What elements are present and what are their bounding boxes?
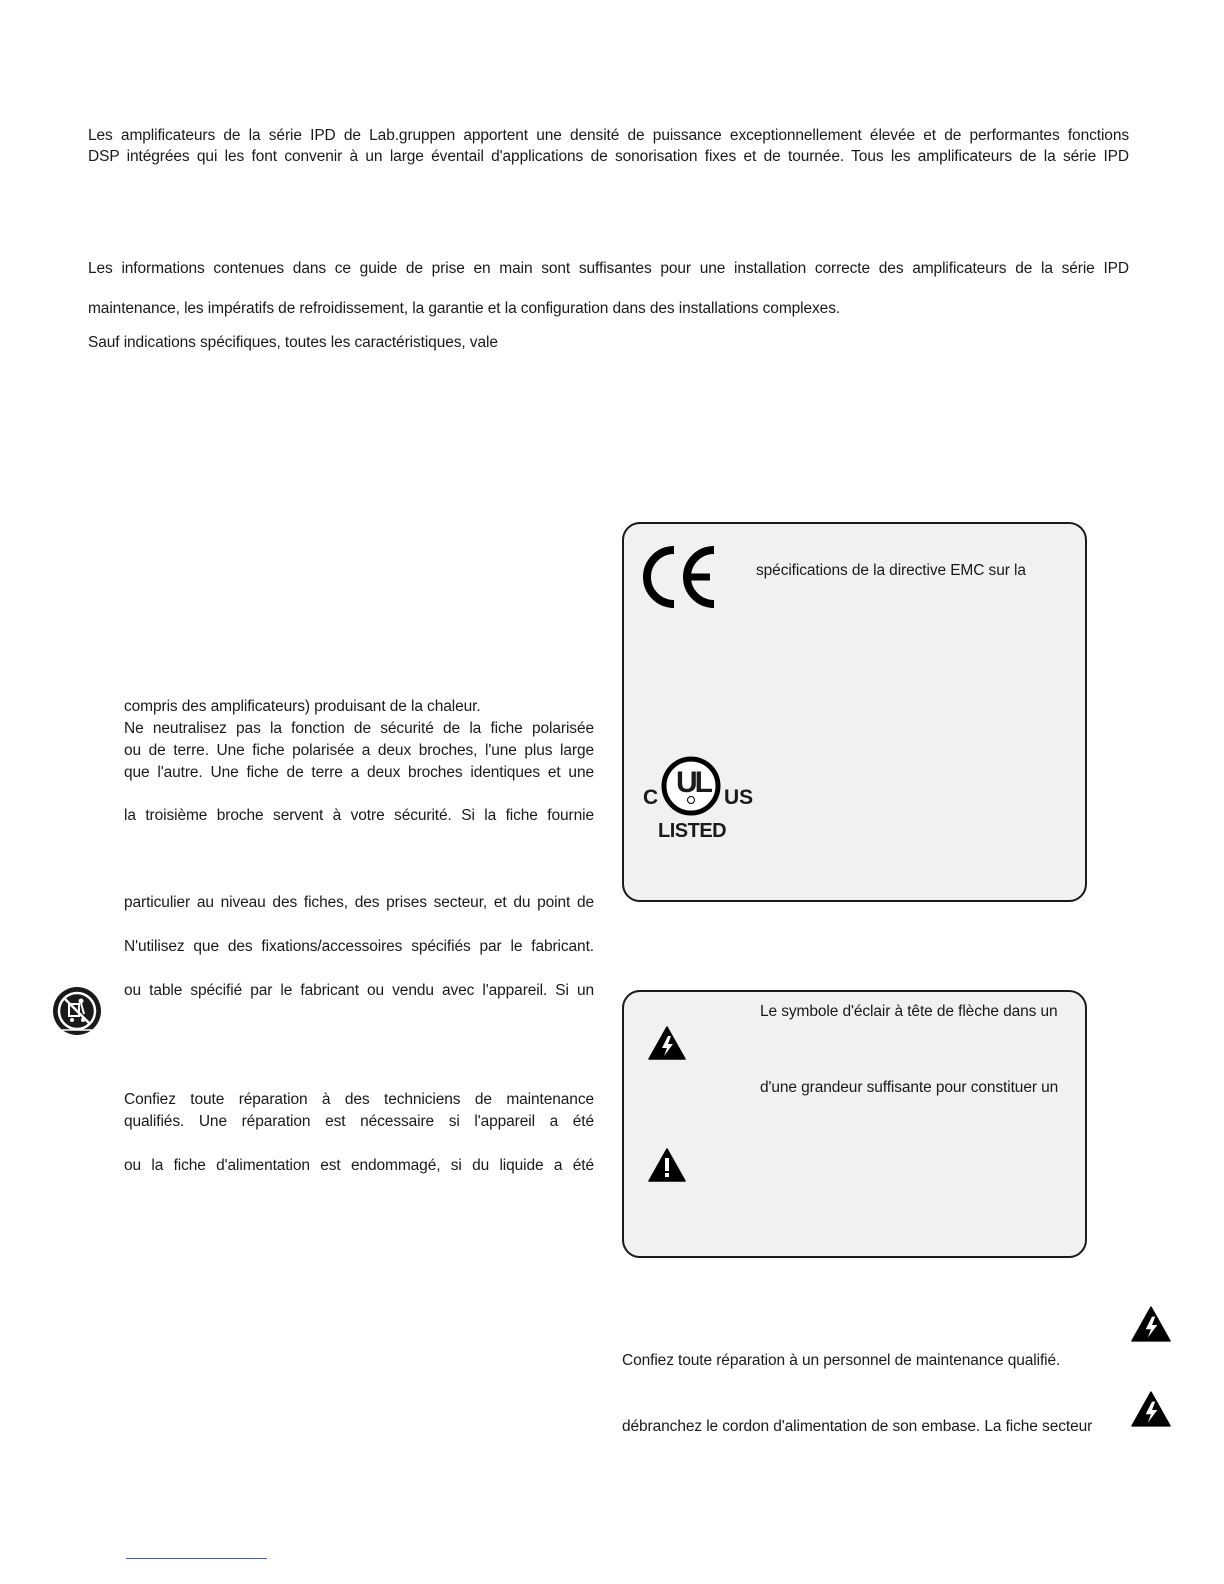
- left-line-6: particulier au niveau des fiches, des prises secteur, et du point de: [124, 894, 594, 911]
- cart-tipover-icon: [52, 986, 102, 1041]
- left-line-4: que l'autre. Une fiche de terre a deux broches identiques et une: [124, 764, 594, 781]
- exclamation-warning-icon: [648, 1148, 686, 1187]
- symbol-explanation-box: [622, 990, 1087, 1258]
- ul-listed-label: LISTED: [658, 820, 727, 842]
- ul-c-label: C: [643, 786, 659, 809]
- lightning-warning-icon: [1131, 1391, 1171, 1432]
- footnote-divider: [126, 1558, 267, 1559]
- left-line-7: N'utilisez que des fixations/accessoires spécifiés par le fabricant.: [124, 938, 594, 955]
- ce-text: spécifications de la directive EMC sur la: [756, 562, 1026, 579]
- left-line-10: qualifiés. Une réparation est nécessaire si l'appareil a été: [124, 1113, 594, 1130]
- symbol-line-1: Le symbole d'éclair à tête de flèche dans un: [760, 1003, 1058, 1020]
- intro-line-2: DSP intégrées qui les font convenir à un large éventail d'applications de sonorisation fixes et de tournée. Tous les amplificateurs de la série IPD: [88, 148, 1129, 165]
- certification-box: [622, 522, 1087, 902]
- left-line-5: la troisième broche servent à votre sécurité. Si la fiche fournie: [124, 807, 594, 824]
- ul-us-label: US: [724, 786, 754, 809]
- left-line-11: ou la fiche d'alimentation est endommagé, si du liquide a été: [124, 1157, 594, 1174]
- left-line-1: compris des amplificateurs) produisant de la chaleur.: [124, 698, 481, 715]
- left-line-2: Ne neutralisez pas la fonction de sécurité de la fiche polarisée: [124, 720, 594, 737]
- intro-line-5: Sauf indications spécifiques, toutes les caractéristiques, vale: [88, 334, 498, 351]
- left-line-9: Confiez toute réparation à des techniciens de maintenance: [124, 1091, 594, 1108]
- ul-mark-label: UL: [676, 766, 710, 799]
- intro-line-4: maintenance, les impératifs de refroidissement, la garantie et la configuration dans des installations complexes.: [88, 300, 841, 317]
- left-line-3: ou de terre. Une fiche polarisée a deux broches, l'une plus large: [124, 742, 594, 759]
- intro-line-3: Les informations contenues dans ce guide de prise en main sont suffisantes pour une installation correcte des amplificateurs de la série IPD: [88, 260, 1129, 277]
- bottom-line-1: Confiez toute réparation à un personnel de maintenance qualifié.: [622, 1352, 1061, 1369]
- symbol-line-2: d'une grandeur suffisante pour constituer un: [760, 1079, 1059, 1096]
- lightning-warning-icon: [648, 1026, 686, 1065]
- ul-listed-icon: [640, 756, 752, 848]
- lightning-warning-icon: [1131, 1306, 1171, 1347]
- ce-mark-icon: [640, 544, 718, 615]
- left-line-8: ou table spécifié par le fabricant ou vendu avec l'appareil. Si un: [124, 982, 594, 999]
- bottom-line-2: débranchez le cordon d'alimentation de son embase. La fiche secteur: [622, 1418, 1093, 1435]
- intro-line-1: Les amplificateurs de la série IPD de Lab.gruppen apportent une densité de puissance exceptionnellement élevée et de performantes fonctions: [88, 127, 1129, 144]
